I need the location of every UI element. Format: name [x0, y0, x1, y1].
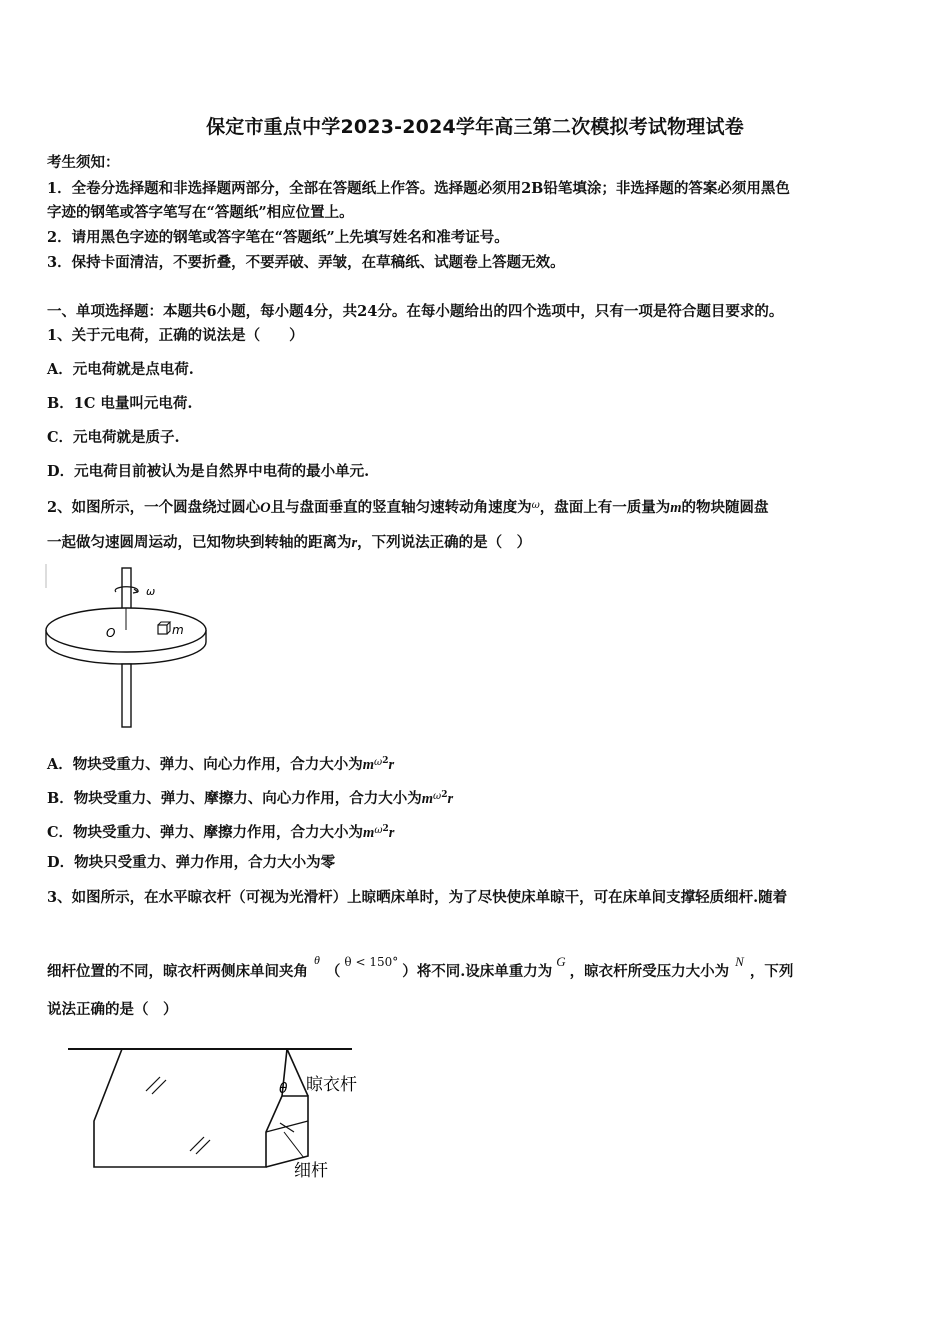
q2-option-c-text: C．物块受重力、弹力、摩擦力作用，合力大小为 — [47, 824, 364, 841]
axis-bottom — [122, 664, 131, 727]
q3-stem-part: 细杆位置的不同，晾衣杆两侧床单间夹角 — [47, 963, 308, 980]
q2-stem-line1 — [47, 496, 769, 518]
q3-paren: （ — [325, 963, 341, 980]
sheet-left — [94, 1049, 287, 1167]
label-omega: ω — [146, 585, 156, 598]
q2-stem-part: 的物块随圆盘 — [681, 499, 769, 516]
formula-m: m — [421, 791, 434, 807]
sheet-right-edge — [287, 1049, 308, 1096]
q2-var-omega: ω — [531, 500, 540, 511]
support-rod — [266, 1121, 308, 1132]
leader-line — [284, 1132, 304, 1158]
formula-omega: ω — [433, 791, 442, 802]
q2-stem-part: 且与盘面垂直的竖直轴匀速转动角速度为 — [270, 499, 532, 516]
q1-option-b: B．1C 电量叫元电荷. — [47, 395, 193, 412]
formula-omega: ω — [374, 825, 383, 836]
notice-item-1-cont: 字迹的钢笔或答字笔写在“答题纸”相应位置上。 — [47, 204, 354, 221]
notice-item-1: 1．全卷分选择题和非选择题两部分，全部在答题纸上作答。选择题必须用2B铅笔填涂；非选择题的答案必须用黑色 — [47, 180, 790, 197]
q2-var-m: m — [670, 500, 682, 516]
q3-stem-part: ，下列 — [749, 963, 794, 980]
q3-stem-part: ）将不同.设床单重力为 — [402, 963, 553, 980]
q2-option-b-text: B．物块受重力、弹力、摩擦力、向心力作用，合力大小为 — [47, 790, 422, 807]
label-m: m — [172, 623, 184, 637]
formula-r: r — [388, 825, 395, 841]
q1-option-d: D．元电荷目前被认为是自然界中电荷的最小单元. — [47, 463, 370, 480]
q1-option-a: A．元电荷就是点电荷. — [47, 361, 194, 378]
q3-var-theta: θ — [314, 953, 320, 967]
formula-omega: ω — [374, 757, 383, 768]
q2-option-a — [47, 751, 394, 775]
q2-var-r: r — [351, 535, 358, 551]
label-thin-rod: 细杆 — [294, 1161, 328, 1181]
q2-option-a-text: A．物块受重力、弹力、向心力作用，合力大小为 — [47, 756, 363, 773]
notice-item-2: 2．请用黑色字迹的钢笔或答字笔在“答题纸”上先填写姓名和准考证号。 — [47, 229, 509, 246]
sheet-right — [266, 1096, 308, 1167]
rotating-disc-figure — [40, 562, 220, 732]
formula-sup: 2 — [382, 756, 389, 766]
q2-option-c — [47, 819, 394, 843]
q2-var-O: O — [260, 500, 271, 516]
exam-title: 保定市重点中学2023-2024学年高三第二次模拟考试物理试卷 — [206, 116, 744, 138]
formula-m: m — [362, 757, 375, 773]
formula-r: r — [447, 791, 454, 807]
q2-stem-part: 2、如图所示，一个圆盘绕过圆心 — [47, 499, 261, 516]
q2-option-b — [47, 785, 453, 809]
q2-option-d: D．物块只受重力、弹力作用，合力大小为零 — [47, 854, 336, 871]
notice-heading: 考生须知： — [47, 154, 120, 171]
label-theta: θ — [279, 1081, 288, 1097]
formula-r: r — [388, 757, 395, 773]
q1-stem: 1、关于元电荷，正确的说法是（ ） — [47, 327, 304, 344]
formula-sup: 2 — [441, 790, 448, 800]
q1-option-c: C．元电荷就是质子. — [47, 429, 180, 446]
q2-stem-part: ，下列说法正确的是（ ） — [357, 534, 532, 551]
formula-m: m — [363, 825, 375, 841]
label-clothesline-rod: 晾衣杆 — [306, 1075, 357, 1095]
q2-stem-part: 一起做匀速圆周运动，已知物块到转轴的距离为 — [47, 534, 352, 551]
section-heading: 一、单项选择题：本题共6小题，每小题4分，共24分。在每小题给出的四个选项中，只有一项是符合题目要求的。 — [47, 303, 784, 320]
q3-var-G: G — [556, 954, 566, 969]
q3-stem-part: ，晾衣杆所受压力大小为 — [569, 963, 730, 980]
notice-item-3: 3．保持卡面清洁，不要折叠，不要弄破、弄皱，在草稿纸、试题卷上答题无效。 — [47, 254, 565, 271]
clothesline-figure — [60, 1036, 390, 1186]
block-m — [158, 625, 167, 634]
q3-stem-line1: 3、如图所示，在水平晾衣杆（可视为光滑杆）上晾晒床单时，为了尽快使床单晾干，可在床单间支撑轻质细杆.随着 — [47, 889, 788, 906]
q2-stem-line2 — [47, 533, 531, 553]
label-O: O — [106, 626, 116, 640]
formula-sup: 2 — [382, 824, 389, 834]
q3-stem-line3: 说法正确的是（ ） — [47, 1001, 178, 1018]
q3-stem-line2 — [47, 950, 793, 982]
q3-var-N: N — [735, 954, 744, 969]
q2-stem-part: ，盘面上有一质量为 — [539, 499, 671, 516]
q3-condition: θ < 150° — [344, 955, 399, 969]
